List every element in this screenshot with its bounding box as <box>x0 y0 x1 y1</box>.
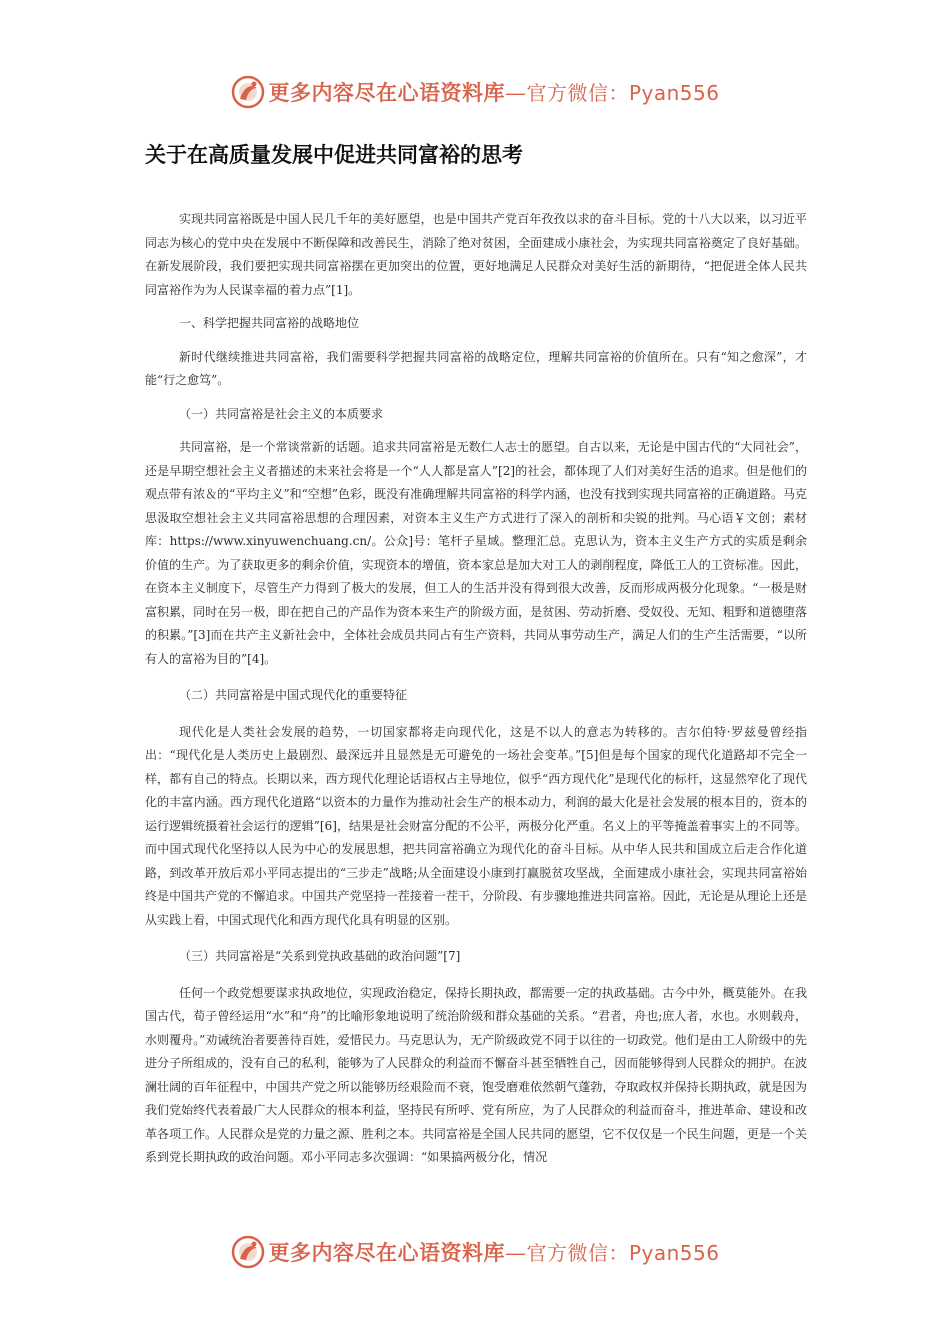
page-title: 关于在高质量发展中促进共同富裕的思考 <box>145 143 523 167</box>
subsection-heading-3: （三）共同富裕是“关系到党执政基础的政治问题”[7] <box>179 949 461 963</box>
top-banner <box>0 72 950 112</box>
banner-separator: — <box>504 81 527 105</box>
bottom-banner <box>0 1232 950 1272</box>
subsection-heading-1: （一）共同富裕是社会主义的本质要求 <box>179 406 384 421</box>
paragraph-subsection-1: 共同富裕，是一个常谈常新的话题。追求共同富裕是无数仁人志士的愿望。自古以来，无论是中国古代的“大同社会”，还是早期空想社会主义者描述的未来社会将是一个“人人都是富人”[2]的社会，都体现了人们对美好生活的追求。但是他们的观点带有浓＆的“平均主义”和“空想”色彩，既没有准确理解共同富裕的科学内涵，也没有找到实现共同富裕的正确道路。马克思汲取空想社会主义共同富裕思想的合理因素，对资本主义生产方式进行了深入的剖析和尖锐的批判。马心语￥文创；素材库：https://www.xinyuwenchuang.cn/。公众]号：笔杆子星域。整理汇总。克思认为，资本主义生产方式的实质是剩余价值的生产。为了获取更多的剩余价值，实现资本的增值，资本家总是加大对工人的剥削程度，降低工人的工资标准。因此，在资本主义制度下，尽管生产力得到了极大的发展，但工人的生活并没有得到很大改善，反而形成两极分化现象。“一极是财富积累，同时在另一极，即在把自己的产品作为资本来生产的阶级方面，是贫困、劳动折磨、受奴役、无知、粗野和道德堕落的积累。”[3]而在共产主义新社会中，全体社会成员共同占有生产资料，共同从事劳动生产，满足人们的生产生活需要，“以所有人的富裕为目的”[4]。 <box>145 440 807 666</box>
banner-wechat-text: 官方微信：Pyan556 <box>526 1241 720 1265</box>
brand-logo-icon <box>230 74 266 110</box>
banner-library-text: 更多内容尽在心语资料库 <box>268 1240 505 1265</box>
paragraph-intro: 实现共同富裕既是中国人民几千年的美好愿望，也是中国共产党百年孜孜以求的奋斗目标。党的十八大以来，以习近平同志为核心的党中央在发展中不断保障和改善民生，消除了绝对贫困，全面建成小康社会，为实现共同富裕奠定了良好基础。在新发展阶段，我们要把实现共同富裕摆在更加突出的位置，更好地满足人民群众对美好生活的新期待，“把促进全体人民共同富裕作为为人民谋幸福的着力点”[1]。 <box>145 212 807 297</box>
section-heading-1: 一、科学把握共同富裕的战略地位 <box>179 316 360 330</box>
banner-wechat-text: 官方微信：Pyan556 <box>526 81 720 105</box>
banner-separator: — <box>504 1241 527 1265</box>
banner-library-text: 更多内容尽在心语资料库 <box>268 80 505 105</box>
paragraph-section-1: 新时代继续推进共同富裕，我们需要科学把握共同富裕的战略定位，理解共同富裕的价值所在。只有“知之愈深”，才能“行之愈笃”。 <box>145 349 807 387</box>
banner-text <box>268 77 719 107</box>
paragraph-subsection-3: 任何一个政党想要谋求执政地位，实现政治稳定，保持长期执政，都需要一定的执政基础。古今中外，概莫能外。在我国古代，荀子曾经运用“水”和“舟”的比喻形象地说明了统治阶级和群众基础的关系。“君者，舟也;庶人者，水也。水则载舟，水则覆舟。”劝诫统治者要善待百姓，爱惜民力。马克思认为，无产阶级政党不同于以往的一切政党。他们是由工人阶级中的先进分子所组成的，没有自己的私利，能够为了人民群众的利益而不懈奋斗甚至牺牲自己，因而能够得到人民群众的拥护。在波澜壮阔的百年征程中，中国共产党之所以能够历经艰险而不衰，饱受磨难依然朝气蓬勃，夺取政权并保持长期执政，就是因为我们党始终代表着最广大人民群众的根本利益，坚持民有所呼、党有所应，为了人民群众的利益而奋斗，推进革命、建设和改革各项工作。人民群众是党的力量之源、胜利之本。共同富裕是全国人民共同的愿望，它不仅仅是一个民生问题，更是一个关系到党长期执政的政治问题。邓小平同志多次强调：“如果搞两极分化，情况 <box>145 985 807 1164</box>
document-body <box>145 208 807 1170</box>
paragraph-subsection-2: 现代化是人类社会发展的趋势，一切国家都将走向现代化，这是不以人的意志为转移的。吉尔伯特·罗兹曼曾经指出：“现代化是人类历史上最剧烈、最深远并且显然是无可避免的一场社会变革。”[5]但是每个国家的现代化道路却不完全一样，都有自己的特点。长期以来，西方现代化理论话语权占主导地位，似乎“西方现代化”是现代化的标杆，这显然窄化了现代化的丰富内涵。西方现代化道路“以资本的力量作为推动社会生产的根本动力，利润的最大化是社会发展的根本目的，资本的运行逻辑统摄着社会运行的逻辑”[6]，结果是社会财富分配的不公平，两极分化严重。名义上的平等掩盖着事实上的不同等。而中国式现代化坚持以人民为中心的发展思想，把共同富裕确立为现代化的奋斗目标。从中华人民共和国成立后走合作化道路，到改革开放后邓小平同志提出的“三步走”战略;从全面建设小康到打赢脱贫攻坚战，全面建成小康社会，实现共同富裕始终是中国共产党的不懈追求。中国共产党坚持一茬接着一茬干，分阶段、有步骤地推进共同富裕。因此，无论是从理论上还是从实践上看，中国式现代化和西方现代化具有明显的区别。 <box>145 724 807 927</box>
banner-text <box>268 1237 719 1267</box>
brand-logo-icon <box>230 1234 266 1270</box>
subsection-heading-2: （二）共同富裕是中国式现代化的重要特征 <box>179 688 408 702</box>
